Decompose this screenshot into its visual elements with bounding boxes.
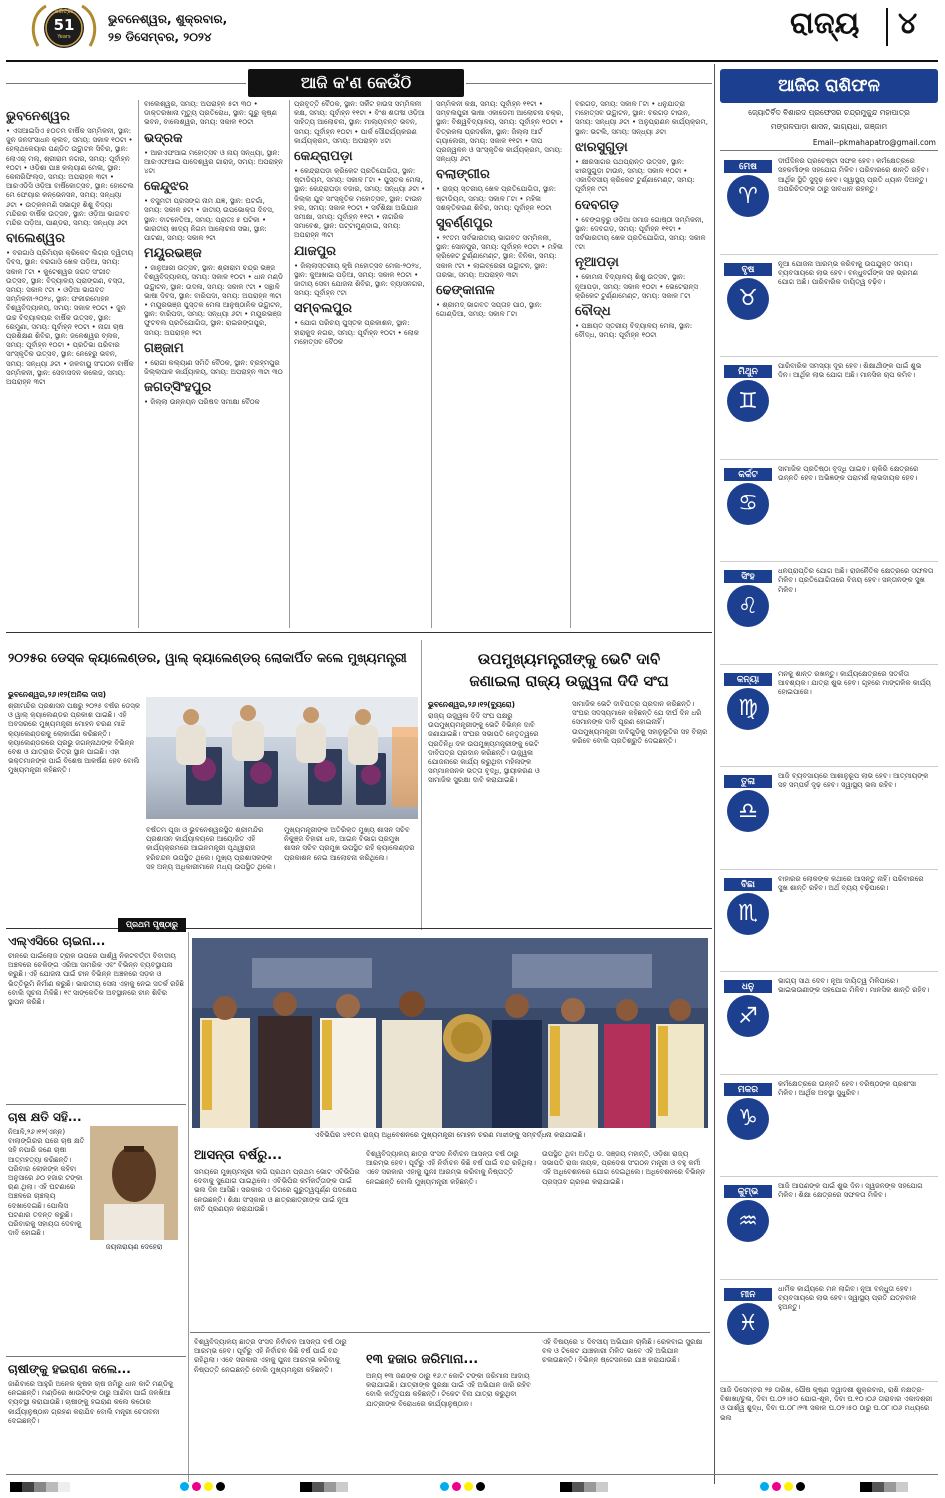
- dateline: ଭୁବନେଶ୍ୱର, ଶୁକ୍ରବାର,: [108, 12, 228, 26]
- zodiac-badge: [724, 673, 772, 729]
- astrologer-email: Email--pkmahapatro@gmail.com: [812, 138, 936, 147]
- zodiac-symbol-icon: ♎: [727, 790, 769, 832]
- zodiac-name: କନ୍ୟା: [724, 673, 772, 686]
- zodiac-prediction: ଧାର୍ମିକ କାର୍ଯ୍ୟରେ ମନ ଲାଗିବ। ନୂଆ ବନ୍ଧୁତା ହେବ। ବ୍ୟବସାୟରେ ଲାଭ ହେବ। ସ୍ୱାସ୍ଥ୍ୟ ପ୍ରତି ଯତ୍ନବାନ ହୁଅନ୍ତୁ।: [778, 1284, 917, 1312]
- masthead: [0, 0, 945, 58]
- zodiac-prediction: ଧନପ୍ରାପ୍ତିର ଯୋଗ ଅଛି। ରାଜନୈତିକ କ୍ଷେତ୍ରରେ ସଫଳତା ମିଳିବ। ପ୍ରତିଯୋଗିତାରେ ବିଜୟ ହେବ। ସନ୍ତାନଙ୍କ ସୁଖ ମିଳିବ।: [778, 567, 934, 594]
- registration-marks: [180, 1482, 225, 1492]
- ujjwala-body-2: ସାମାଜିକ ଭେଟି ଦାବିପତ୍ର ପ୍ରଦାନ କରିଛନ୍ତି। ସଂଘର ସଦସ୍ୟମାନେ କହିଛନ୍ତି ଯେ ଦୀର୍ଘ ଦିନ ଧରି ସେମାନଙ୍କ ଦାବି ପୂରଣ ହୋଇନାହିଁ। ଉପମୁଖ୍ୟମନ୍ତ୍ରୀ ଦାବିଗୁଡ଼ିକୁ ସହାନୁଭୂତିର ସହ ବିଚାର କରିବେ ବୋଲି ପ୍ରତିଶ୍ରୁତି ଦେଇଛନ୍ତି।: [572, 700, 708, 745]
- zodiac-symbol-icon: ♏: [727, 893, 769, 935]
- district-events: • ଆରଏଫଆଇ ମହୋତ୍ସବ ଓ ନାୟ ସନ୍ଧ୍ୟା, ସ୍ଥାନ: ଆରଏଫଆଇ ପାଦେଶ୍ୱର ଗାରାଜ୍, ସମୟ: ଅପରାହ୍ନ ୪ଟା: [144, 148, 283, 176]
- events-banner: [248, 69, 464, 97]
- col-divider: [431, 100, 432, 628]
- zodiac-row: [720, 667, 938, 768]
- cm-story-body-3: ମୁଖ୍ୟମନ୍ତ୍ରୀଙ୍କ ଅତିରିକ୍ତ ମୁଖ୍ୟ ଶାସନ ସଚିବ ନିକୁଞ୍ଜ ବିହାରୀ ଧଳ, ଆଇନ ବିଭାଗ ପ୍ରମୁଖ ଶାସନ ସଚିବ ପ୍ରମୁଖ ଉପସ୍ଥିତ ରହି କ୍ୟାଲେଣ୍ଡର ପ୍ରକାଶନ ନେଇ ଆଲୋଚନା କରିଥିଲେ।: [284, 826, 415, 862]
- district-events: • ଯୋଗ ପରିଚୟ ପୁସ୍ତକ ପ୍ରକାଶନ, ସ୍ଥାନ: ହୀରାକୁଦ ନଗର, ସମୟ: ପୂର୍ବାହ୍ନ ୧୦ଟା • ଲୋକ ମହୋତ୍ସବ ବୈଠକ: [294, 319, 419, 346]
- registration-marks: [760, 1482, 805, 1492]
- color-bar: [10, 1482, 70, 1492]
- abvp-body-2: ବିଶ୍ୱବିଦ୍ୟାଳୟ ଛାତ୍ର ସଂସଦ ନିର୍ବାଚନ ଆସନ୍ତା ବର୍ଷ ଠାରୁ ଆରମ୍ଭ ହେବ। ପୂର୍ବରୁ ଏହି ନିର୍ବାଚନ କିଛି ବର୍ଷ ପାଇଁ ବନ୍ଦ ରହିଥିଲା। ଏବେ ସରକାର ଏହାକୁ ପୁନଃ ଆରମ୍ଭ କରିବାକୁ ନିଷ୍ପତ୍ତି ନେଇଛନ୍ତି ବୋଲି ମୁଖ୍ୟମନ୍ତ୍ରୀ କହିଛନ୍ତି।: [366, 1150, 536, 1186]
- district-events: • ଜିଲ୍ଲାସ୍ତରୀୟ କୃଷି ମହୋତ୍ସବ ମେଳା-୨୦୨୪, ସ୍ଥାନ: କୁଆଖାଇ ପଡ଼ିଆ, ସମୟ: ସକାଳ ୧୦ଟା • ଜାତୀୟ ସେବା ଯୋଜନା ଶିବିର, ସ୍ଥାନ: ବ୍ୟାସନଗର, ସମୟ: ପୂର୍ବାହ୍ନ ୯ଟା: [294, 261, 425, 298]
- zodiac-row: [720, 872, 938, 973]
- zodiac-prediction: ପାରିବାରିକ ସମସ୍ୟା ଦୂର ହେବ। ଶିକ୍ଷାର୍ଥୀଙ୍କ ପାଇଁ ଶୁଭ ଦିନ। ଆର୍ଥିକ ଲାଭ ଯୋଗ ଅଛି। ମାନସିକ ଚାପ କମିବ।: [778, 362, 922, 380]
- zodiac-row: [720, 769, 938, 870]
- cm-story-body-2: ବର୍ଷତମ ପୂଜା ଓ ଭୁବନେଶ୍ୱରସ୍ଥିତ ଶ୍ରୀମନ୍ଦିର ପ୍ରଶାସନ କାର୍ଯ୍ୟାଳୟରେ ଆୟୋଜିତ ଏହି କାର୍ଯ୍ୟକ୍ରମରେ ଆଇନମନ୍ତ୍ରୀ ପୃଥ୍ୱୀରାଜ ହରିଚନ୍ଦନ ଉପସ୍ଥିତ ଥିଲେ। ମୁଖ୍ୟ ପ୍ରଶାସକଙ୍କ ସହ ଅନ୍ୟ ଅଧିକାରୀମାନେ ମଧ୍ୟ ଉପସ୍ଥିତ ଥିଲେ।: [146, 826, 276, 871]
- district-heading: ଭଦ୍ରକ: [144, 130, 183, 146]
- zodiac-prediction: ଭାଗ୍ୟ ସାଥ ଦେବ। ନୂଆ ଦାୟିତ୍ୱ ମିଳିପାରେ। ଭାଇଭଉଣୀଙ୍କ ସହଯୋଗ ମିଳିବ। ମାନସିକ ଶାନ୍ତି ରହିବ।: [778, 977, 930, 995]
- district-events: • ଏସଆଇସିଏ ୫୦ତମ ବାର୍ଷିକ ସମ୍ମିଳନୀ, ସ୍ଥାନ: ଜୁନ ଜନସଂସାଧନ କ୍ଲବ, ସମୟ: ସକାଳ ୧୦ଟା • ହେଲ୍ଥକେୟାର ପଣ୍ଡିତ ଉଦ୍ଘାଟନ ସିବିର, ସ୍ଥାନ: ଲୋଏର୍ ମଲ୍, ଶ୍ରୀରାମ ନଗର, ସମୟ: ପୂର୍ବାହ୍ନ ୧୦ଟା • ଓଡ଼ିଶା ପାଞ୍ଚ କଲ୍ୟାଣ ମେଳା, ସ୍ଥାନ: କେନାରିଫିଲ୍ଡ, ସମୟ: ଅପରାହ୍ନ ୩ଟା • ଆରଏଡିସି ଓଡ଼ିଆ ବାର୍ଷିକୋତ୍ସବ, ସ୍ଥାନ: ହୋଟେଲ ମେ ଫେୟାର କନ୍‌ଭେନସନ, ସମୟ: ସନ୍ଧ୍ୟା ୬ଟା • ଉତ୍କଳମଣି ସଭାଗୃହ ଶିଶୁ ବିଦ୍ୟା ମନ୍ଦିରର ବାର୍ଷିକ ଉତ୍ସବ, ସ୍ଥାନ: ଓଡ଼ିଆ ଭାଗବତ ମନ୍ଦିର ପଡ଼ିଆ, ପାଣ୍ଡରା, ସମୟ: ସନ୍ଧ୍ୟା ୬ଟା: [6, 127, 134, 228]
- district-events: • କ୍ଷୀରସାଗର ପଥପ୍ରାନ୍ତ ଉତ୍ସବ, ସ୍ଥାନ: ଝାରସୁଗୁଡ଼ା ଟାଉନ, ସମୟ: ସକାଳ ୧୦ଟା • ଏକାଦିବସୀୟ କ୍ରିକେଟ ଟୁର୍ଣ୍ଣାମେଣ୍ଟ, ସମୟ: ପୂର୍ବାହ୍ନ ୯ଟା: [575, 157, 695, 194]
- zodiac-prediction: କର୍ମକ୍ଷେତ୍ରରେ ଉନ୍ନତି ହେବ। ବରିଷ୍ଠଙ୍କ ପ୍ରଶଂସା ମିଳିବ। ଆର୍ଥିକ ଅବସ୍ଥା ସୁଧୁରିବ।: [778, 1079, 917, 1097]
- zodiac-symbol-icon: ♉: [727, 278, 769, 320]
- abvp-headline: ଆସନ୍ତା ବର୍ଷରୁ...: [194, 1148, 283, 1163]
- events-column-1: [6, 106, 134, 628]
- issue-date: ୨୭ ଡିସେମ୍ବର, ୨୦୨୪: [108, 30, 212, 44]
- ujjwala-headline-2: ଜଣାଇଲା ରାଜ୍ୟ ଉଜ୍ଜ୍ୱଳା ଦିଦି ସଂଘ: [469, 672, 669, 690]
- abvp-body-3: ଉପସ୍ଥିତ ଥିବା ଅତିଥି ଡ. ସଞ୍ଜୟ ମହାନ୍ତି, ଓଡ଼ିଶା ରାଜ୍ୟ ସଭାପତି ରାଜା ନାୟକ, ପ୍ରଦେଶ ସଂଗଠନ ମନ୍ତ୍ରୀ ଓ ବହୁ କର୍ମୀ ଏହି ଅଧିବେଶନରେ ଯୋଗ ଦେଇଥିଲେ। ଅଧିବେଶନରେ ବିଭିନ୍ନ ପ୍ରସ୍ତାବ ଗ୍ରହଣ କରାଯାଇଛି।: [542, 1150, 706, 1186]
- rashifal-rule: [720, 150, 938, 151]
- story-divider: [421, 640, 422, 930]
- district-events: • ରାଜ୍ୟ ସ୍ତରୀୟ ଖେଳ ପ୍ରତିଯୋଗିତା, ସ୍ଥାନ: ଷ୍ଟାଡିୟମ, ସମୟ: ସକାଳ ୮ଟା • ମହିଳା ସଶକ୍ତିକରଣ ଶିବିର, ସମୟ: ପୂର୍ବାହ୍ନ ୧୦ଟା: [436, 185, 557, 212]
- col-divider: [289, 100, 290, 628]
- district-events: • ବସୁମତୀ ପ୍ରସଙ୍ଗ ନାମ ଯଜ୍ଞ, ସ୍ଥାନ: ଘଟଗାଁ, ସମୟ: ସକାଳ ୭ଟା • ଜାତୀୟ ଉପଭୋକ୍ତା ଦିବସ, ସ୍ଥାନ: ବାଟନେତିଆ, ସମୟ: ପ୍ରାତଃ ୫ ଘଟିକା • ଭାରତୀୟ ଖାଦ୍ୟ ନିଗମ ଆଲୋଚନା ସଭା, ସ୍ଥାନ: ପାଟଣା, ସମୟ: ସକାଳ ୨ଟା: [144, 197, 275, 243]
- lac-rule: [6, 1104, 186, 1105]
- col-divider: [570, 100, 571, 628]
- district-events: • ବେଙ୍ଗଳୁରୁ ଓଡ଼ିଆ ସମାଜ ଗୋଷ୍ଠୀ ସମ୍ମିଳନୀ, ସ୍ଥାନ: ଦେବଗଡ଼, ସମୟ: ପୂର୍ବାହ୍ନ ୧୧ଟା • ସର୍ବଭାରତୀୟ ଖେଳ ପ୍ରତିଯୋଗିତା, ସମୟ: ସକାଳ ୯ଟା: [575, 215, 706, 252]
- zodiac-name: ମିଥୁନ: [724, 365, 772, 378]
- zodiac-name: ବିଛା: [724, 878, 772, 891]
- district-heading: ଯାଜପୁର: [294, 243, 337, 259]
- zodiac-name: କର୍କଟ: [724, 468, 772, 481]
- zodiac-symbol-icon: ♌: [727, 585, 769, 627]
- zodiac-badge: [724, 980, 772, 1036]
- district-heading: ନୂଆପଡ଼ା: [575, 255, 619, 271]
- rashifal-divider: [714, 64, 715, 1484]
- header-divider: [886, 8, 888, 46]
- col-divider: [138, 100, 139, 628]
- badge-top: ଧରିତ୍ରୀ: [54, 8, 74, 15]
- bottom-rule: [6, 1474, 938, 1475]
- events-banner-label: ଆଜି କ'ଣ କେଉଁଠି: [300, 73, 412, 92]
- cm-story-headline: ୨୦୨୫ର ଡେସ୍କ କ୍ୟାଲେଣ୍ଡର, ୱାଲ୍ କ୍ୟାଲେଣ୍ଡର୍ ଲୋକାର୍ପିତ କଲେ ମୁଖ୍ୟମନ୍ତ୍ରୀ: [8, 650, 407, 665]
- zodiac-symbol-icon: ♈: [727, 175, 769, 217]
- zodiac-prediction: ଦୀର୍ଘଦିନର ପ୍ରଚେଷ୍ଟା ସଫଳ ହେବ। କର୍ମକ୍ଷେତ୍ରରେ ସହକର୍ମୀଙ୍କ ସହଯୋଗ ମିଳିବ। ପରିବାରରେ ଶାନ୍ତି ରହିବ। ଆର୍ଥିକ ସ୍ଥିତି ସୁଦୃଢ଼ ହେବ। ସ୍ୱାସ୍ଥ୍ୟ ପ୍ରତି ଧ୍ୟାନ ଦିଅନ୍ତୁ। ଅପରିଚିତଙ୍କ ଠାରୁ ସାବଧାନ ରହନ୍ତୁ।: [778, 157, 929, 194]
- district-events: ସମ୍ମିଳନୀ କକ୍ଷ, ସମୟ: ପୂର୍ବାହ୍ନ ୧୧ଟା • ସମ୍ବଲପୁରୀ ଭାଷା ଏକାଡେମୀ ଆଲୋଚନା ଚକ୍ର, ସ୍ଥାନ: ବିଶ୍ୱବିଦ୍ୟାଳୟ, ସମୟ: ପୂର୍ବାହ୍ନ ୧୦ଟା • ଚିତ୍ରକଳା ପ୍ରଦର୍ଶନୀ, ସ୍ଥାନ: ଜିଲ୍ଲା ଆର୍ଟ ଗ୍ୟାଲେରୀ, ସମୟ: ସକାଳ ୧୧ଟା • ଦୀପ ପ୍ରଜ୍ୱଳନ ଓ ସାଂସ୍କୃତିକ କାର୍ଯ୍ୟକ୍ରମ, ସମୟ: ସନ୍ଧ୍ୟା ୬ଟା: [436, 100, 564, 164]
- zodiac-badge: [724, 570, 772, 626]
- mid-rule: [6, 632, 712, 633]
- zodiac-badge: [724, 775, 772, 831]
- zodiac-symbol-icon: ♊: [727, 380, 769, 422]
- zodiac-row: [720, 564, 938, 665]
- zodiac-symbol-icon: ♑: [727, 1098, 769, 1140]
- district-events: • ଶ୍ରୀମଦ୍ ଭାଗବତ ସପ୍ତାହ ପାଠ, ସ୍ଥାନ: ଗୋଣ୍ଡିଆ, ସମୟ: ସକାଳ ୮ଟା: [436, 301, 543, 319]
- zodiac-symbol-icon: ♓: [727, 1303, 769, 1345]
- cm-story-body: ଶ୍ରୀମନ୍ଦିର ପ୍ରଶାସନ ପକ୍ଷରୁ ୨୦୨୫ ବର୍ଷର ଡେସ୍କ ଓ ୱାଲ୍ କ୍ୟାଲେଣ୍ଡର ପ୍ରକାଶ ପାଇଛି। ଏହି ଅବସରରେ ମୁଖ୍ୟମନ୍ତ୍ରୀ ମୋହନ ଚରଣ ମାଝି କ୍ୟାଲେଣ୍ଡରକୁ ଲୋକାର୍ପଣ କରିଛନ୍ତି। କ୍ୟାଲେଣ୍ଡରରେ ପ୍ରଭୁ ଜଗନ୍ନାଥଙ୍କ ବିଭିନ୍ନ ବେଶ ଓ ଯାତ୍ରାର ଚିତ୍ର ସ୍ଥାନ ପାଇଛି। ଏହା ଭକ୍ତମାନଙ୍କ ପାଇଁ ବିଶେଷ ଆକର୍ଷଣ ହେବ ବୋଲି ମୁଖ୍ୟମନ୍ତ୍ରୀ କହିଛନ୍ତି।: [8, 702, 140, 775]
- rashifal-banner: [720, 69, 938, 103]
- zodiac-name: ମୀନ: [724, 1288, 772, 1301]
- district-events: • ବରଗାଓଁ ପ୍ରିମିୟର କ୍ରିକେଟ ଲିଗ୍‌ର ଦ୍ୱିତୀୟ ଦିବସ, ସ୍ଥାନ: ବରଗାଓଁ ଖେଳ ପଡ଼ିଆ, ସମୟ: ସକାଳ ୮ଟା • କୁଟେଶ୍ୱର ଜଗତ ସଂଗୀତ ଉତ୍ସବ, ସ୍ଥାନ: ବିଦ୍ୟାଳୟ ପ୍ରାଙ୍ଗଣ, ବସ୍ତା, ସମୟ: ସକାଳ ୯ଟା • ଓଡ଼ିଆ ଭାଗବତ ସମ୍ମିଳନୀ-୨୦୨୪, ସ୍ଥାନ: ଫକୀରମୋହନ ବିଶ୍ୱବିଦ୍ୟାଳୟ, ସମୟ: ସକାଳ ୧୦ଟା • ଜୁନ ଉଚ୍ଚ ବିଦ୍ୟାଳୟର ବାର୍ଷିକ ଉତ୍ସବ, ସ୍ଥାନ: ରେମୁଣା, ସମୟ: ପୂର୍ବାହ୍ନ ୧୦ଟା • ନାଗା ଚାଷ ପ୍ରଶିକ୍ଷଣ ଶିବିର, ସ୍ଥାନ: ଜଳେଶ୍ୱର ବ୍ଲକ, ସମୟ: ପୂର୍ବାହ୍ନ ୧୦ଟା • ପ୍ରତିଭା ପରିବାର ସାଂସ୍କୃତିକ ଉତ୍ସବ, ସ୍ଥାନ: ନେହେରୁ ଭବନ, ସମୟ: ସନ୍ଧ୍ୟା ୬ଟା • ଜଳବାୟୁ ସଂଗଠନ ବାର୍ଷିକ ସମ୍ମିଳନୀ, ସ୍ଥାନ: ସେବାସଦନ କଲେଜ, ସମୟ: ଅପରାହ୍ନ ୩ଟା: [6, 249, 134, 387]
- zodiac-row: [720, 1077, 938, 1178]
- zodiac-symbol-icon: ♋: [727, 483, 769, 525]
- main-photo-caption: ଏବିଭିପିର ୪୧ତମ ରାଜ୍ୟ ଅଧିବେଶନରେ ମୁଖ୍ୟମନ୍ତ୍ରୀ ମୋହନ ଚରଣ ମାଝୀଙ୍କୁ ସମ୍ବର୍ଦ୍ଧନା କରାଯାଇଛି।: [314, 1131, 586, 1139]
- cm-story-dateline: ଭୁବନେଶ୍ୱର,୨୬।୧୨(ଅନିଲ ଦାସ): [8, 690, 107, 699]
- zodiac-row: [720, 359, 938, 460]
- header-rule: [6, 60, 938, 62]
- astrologer-location: ମଙ୍ଗଳପାଡ଼ା ଶାସନ, ଭାଗ୍ୟଧା, ଗଞ୍ଜାମ: [770, 122, 888, 131]
- cm-calendar-photo: [146, 697, 418, 819]
- zodiac-badge: [724, 468, 772, 524]
- district-heading: କେନ୍ଦୁଝର: [144, 179, 189, 195]
- district-events: • ଜାନୁଆରୀ ଉତ୍ସବ, ସ୍ଥାନ: ଶ୍ରୀରାମ ଚନ୍ଦ୍ର ଭଞ୍ଜ ବିଶ୍ୱବିଦ୍ୟାଳୟ, ସମୟ: ସକାଳ ୧୦ଟା • ଧାନ ମଣ୍ଡି ଉଦ୍ଘାଟନ, ସ୍ଥାନ: ଉଦଳା, ସମୟ: ସକାଳ ୯ଟା • ସନ୍ଥାଳି ଭାଷା ଦିବସ, ସ୍ଥାନ: ବାରିପଦା, ସମୟ: ଅପରାହ୍ନ ୩ଟା • ମୟୂରଭଞ୍ଜ ପୁସ୍ତକ ମେଳା ଆନୁଷ୍ଠାନିକ ଉଦ୍ଘାଟନ, ସ୍ଥାନ: ବାରିପଦା, ସମୟ: ସନ୍ଧ୍ୟା ୬ଟା • ମୟୂରଭଞ୍ଜ ଫୁଟବଲ ପ୍ରତିଯୋଗିତା, ସ୍ଥାନ: ରାଇରଙ୍ଗପୁର, ସମୟ: ଅପରାହ୍ନ ୨ଟା: [144, 264, 284, 337]
- events-column-3: [294, 100, 426, 628]
- district-heading: ମୟୂରଭଞ୍ଜ: [144, 246, 202, 262]
- zodiac-row: [720, 1179, 938, 1280]
- district-heading: ଝାରସୁଗୁଡ଼ା: [575, 139, 628, 155]
- astrologer-name: ଜ୍ୟୋତିର୍ବିଦ ବିଶାରଦ ପ୍ରଫେସର ଚନ୍ଦ୍ରମୁକୁନ୍ଦ ମହାପାତ୍ର: [748, 108, 910, 117]
- district-heading: ଦେବଗଡ଼: [575, 197, 619, 213]
- lac-headline: ଏଲ୍‌ଏସିରେ ଚାଇନା...: [8, 934, 106, 948]
- zodiac-badge: [724, 1083, 772, 1139]
- district-events: • ପଞ୍ଚାୟତ ସ୍ତରୀୟ ବିଦ୍ୟାଳୟ ମେଳା, ସ୍ଥାନ: ବୌଦ୍ଧ, ସମୟ: ପୂର୍ବାହ୍ନ ୧୦ଟା: [575, 322, 693, 340]
- zodiac-name: ଧନୁ: [724, 980, 772, 993]
- zodiac-row: [720, 1282, 938, 1383]
- color-bar: [560, 1482, 608, 1492]
- zodiac-name: ବୃଷ: [724, 263, 772, 276]
- district-heading: ବଲାଙ୍ଗୀର: [436, 167, 490, 183]
- zodiac-badge: [724, 878, 772, 934]
- zodiac-name: ମକର: [724, 1083, 772, 1096]
- rashifal-banner-label: ଆଜିର ରାଶିଫଳ: [778, 76, 880, 96]
- color-bar: [300, 1482, 348, 1492]
- district-heading: ଜଗତ୍‌ସିଂହପୁର: [144, 380, 212, 396]
- events-column-2: [144, 100, 284, 628]
- color-bar: [860, 1482, 908, 1492]
- banner-line-right: [466, 83, 712, 84]
- ujjwala-headline-1: ଉପମୁଖ୍ୟମନ୍ତ୍ରୀଙ୍କୁ ଭେଟି ଦାବି: [477, 650, 661, 668]
- zodiac-prediction: ନୂଆ ଯୋଜନା ଆରମ୍ଭ କରିବାକୁ ଉପଯୁକ୍ତ ସମୟ। ବ୍ୟବସାୟରେ ଲାଭ ହେବ। ବନ୍ଧୁବର୍ଗଙ୍କ ସହ ଭ୍ରମଣ ଯୋଗ ଅଛି। ପାରିବାରିକ ଦାୟିତ୍ୱ ବଢ଼ିବ।: [778, 259, 918, 287]
- registration-marks: [440, 1482, 485, 1492]
- events-column-4: [436, 100, 566, 628]
- badge-number: 51: [53, 16, 75, 34]
- lower-rule: [6, 928, 712, 929]
- farmer-rule: [6, 1356, 186, 1357]
- farmer-photo-caption: ଜୟନାରାୟଣ ଦେହେରା: [105, 1243, 163, 1251]
- scheme-headline: ଚାଷୀଙ୍କୁ ହଇରାଣ କଲେ...: [8, 1362, 131, 1376]
- district-events: ପ୍ରବୃତ୍ତି ବୈଠକ, ସ୍ଥାନ: ସର୍କିଟ ହାଉସ ସମ୍ମିଳନୀ କକ୍ଷ, ସମୟ: ପୂର୍ବାହ୍ନ ୧୧ଟା • ବିଂଶ ଶତାବ୍ଦୀ ଓଡ଼ିଆ ସାହିତ୍ୟ ଆଲୋଚନା, ସ୍ଥାନ: ମାଲ୍ୟବନ୍ତ ଭବନ, ସମୟ: ପୂର୍ବାହ୍ନ ୧୦ଟା • ପାର୍କ ସୌନ୍ଦର୍ଯ୍ୟକରଣ କାର୍ଯ୍ୟକ୍ରମ, ସମୟ: ଅପରାହ୍ନ ୪ଟା: [294, 100, 425, 145]
- lac-body: ଚୀନରେ ପାଇଁଲୋଜ ଟ୍ରାକ ଉପରେ ପାର୍ଶ୍ୱ ନିକଟବର୍ତ୍ତୀ ବିବାଦୀୟ ଅଞ୍ଚଳରେ ଚେକିଙ୍ଗ ଏରିଆ ସାମରିକ ଏବଂ ବିଭିନ୍ନ ବ୍ୟବସ୍ଥାପନା କରୁଛି। ଏହି ଯୋଜନା ପାଇଁ ଚୀନ ବିଭିନ୍ନ ଅଞ୍ଚଳରେ ସଡ଼କ ଓ ଭିତ୍ତିଭୂମି ନିର୍ମାଣ କରୁଛି। ଭାରତୀୟ ସେନା ଏହାକୁ ନେଇ ସତର୍କ ରହିଛି ବୋଲି ସୂଚନା ମିଳିଛି। ୧୯ ସାଙ୍କେତିକ ଅବସ୍ଥାନରେ ଚୀନ ଶିବିର ସ୍ଥାପନ କରିଛି।: [8, 952, 184, 1007]
- ujjwala-body: ରାଜ୍ୟ ଉଜ୍ଜ୍ୱଳା ଦିଦି ସଂଘ ପକ୍ଷରୁ ଉପମୁଖ୍ୟମନ୍ତ୍ରୀଙ୍କୁ ଭେଟି ବିଭିନ୍ନ ଦାବି ଜଣାଯାଇଛି। ସଂଘର ସଭାପତି ନେତୃତ୍ୱରେ ପ୍ରତିନିଧି ଦଳ ଉପମୁଖ୍ୟମନ୍ତ୍ରୀଙ୍କୁ ଭେଟି ଦାବିପତ୍ର ପ୍ରଦାନ କରିଛନ୍ତି। ଉଜ୍ଜ୍ୱଳା ଯୋଜନାରେ କାର୍ଯ୍ୟ କରୁଥିବା ମହିଳାଙ୍କ ସମ୍ମାନଜନକ ଭତ୍ତା ବୃଦ୍ଧି, ସ୍ଥାୟୀକରଣ ଓ ସାମାଜିକ ସୁରକ୍ଷା ଦାବି କରାଯାଇଛି।: [428, 712, 540, 785]
- abvp-body-1: ସମୟରେ ମୁଖ୍ୟମନ୍ତ୍ରୀ ଲାଗି ପ୍ରଥମ ପ୍ରଥମ ଭୋଟ ଏବିଭିପିର ଦେବାକୁ ସୁଯୋଗ ପାଇଥିଲେ। ଏବିଭିପିର କର୍ମକର୍ତ୍ତାଙ୍କ ପାଇଁ ଭଲ ଦିନ ଆସିଛି। ସରକାର ଏ ଦିଗରେ ଗୁରୁତ୍ୱପୂର୍ଣ୍ଣ ପଦକ୍ଷେପ ନେଉଛନ୍ତି। ଶିକ୍ଷା ସଂସ୍କାର ଓ ଛାତ୍ରଛାତ୍ରୀଙ୍କ ପାଇଁ ନୂଆ ନୀତି ପ୍ରଣୟନ କରାଯାଉଛି।: [194, 1168, 360, 1213]
- panjika-footer: ଆଜି ଡିସେମ୍ବର ୨୭ ତାରିଖ, ପୌଷ କୃଷ୍ଣ ଦ୍ୱାଦଶୀ ଶୁକ୍ରବାର, ରାଶି ନକ୍ଷତ୍ର-ବିଶାଖା/ଚୁଳା, ଦିବା ଘ.୦୨।୫୦ ଯୋଗ-ଶୂଳ, ଦିବା ଘ.୧୦।୦୬ ତାରାବାର ଏକାଦଶ୍ରୀ ଓ ପାର୍ଶ୍ୱ ଶୁଦ୍ଧ, ଦିବା ଘ.୦୮।୨୩ ସକାଳ ଘ.୦୨।୫୦ ଠାରୁ ଘ.୦୮।୦୬ ମଧ୍ୟରେ ଭଲ: [720, 1386, 933, 1422]
- zodiac-symbol-icon: ♍: [727, 688, 769, 730]
- story-divider: [188, 932, 189, 1482]
- zodiac-badge: [724, 160, 772, 216]
- zodiac-row: [720, 462, 938, 563]
- district-heading: ଢେଙ୍କାନାଳ: [436, 283, 495, 299]
- prathama-tag-label: ପ୍ରଥମ ପୃଷ୍ଠାରୁ: [126, 920, 178, 929]
- ujjwala-dateline: ଭୁବନେଶ୍ୱର,୨୬।୧୨(ବ୍ୟୁରୋ): [428, 700, 516, 709]
- zodiac-name: କୁମ୍ଭ: [724, 1185, 772, 1198]
- events-column-5: [575, 100, 710, 628]
- scheme-body: ଜାଣିବାରେ ଆହୁରି ଅନେକ କୃଷକ ଚାଷ ଜମିରୁ ଧାନ କାଟି ମଣ୍ଡିକୁ ନେଇଛନ୍ତି। ମଣ୍ଡିରେ ଖାଉଟିଙ୍କ ଠାରୁ ଆଣିବା ପାଇଁ ଜଳଖିଆ ବ୍ୟବସ୍ଥା କରାଯାଉଛି। ଚାଷୀଙ୍କୁ ହଇରାଣ କଲେ କଠୋର କାର୍ଯ୍ୟାନୁଷ୍ଠାନ ଗ୍ରହଣ କରାଯିବ ବୋଲି ମନ୍ତ୍ରୀ ଚେତାବନୀ ଦେଇଛନ୍ତି।: [8, 1380, 174, 1425]
- district-heading: ବୌଦ୍ଧ: [575, 304, 611, 320]
- badge-sub: Years: [57, 34, 71, 40]
- zodiac-name: ତୁଳା: [724, 775, 772, 788]
- district-heading: ବାଲେଶ୍ୱର: [6, 231, 65, 247]
- penalty-headline: ୧୩ ହଜାର ଜରିମାନା...: [366, 1352, 479, 1367]
- zodiac-symbol-icon: ♐: [727, 995, 769, 1037]
- penalty-body-1: ଅନ୍ୟ ୧୩ ଜଣଙ୍କ ଠାରୁ ୧୬.୯ କୋଟି ଟଙ୍କା ଜରିମାନା ଆଦାୟ କରାଯାଇଛି। ଯାତ୍ରୀଙ୍କ ସୁରକ୍ଷା ପାଇଁ ଏହି ଅଭିଯାନ ଜାରି ରହିବ ବୋଲି କର୍ତ୍ତୃପକ୍ଷ କହିଛନ୍ତି। ଟିକେଟ ବିନା ଯାତ୍ରା କରୁଥିବା ଯାତ୍ରୀଙ୍କ ବିରୋଧରେ କାର୍ଯ୍ୟାନୁଷ୍ଠାନ।: [366, 1372, 531, 1408]
- prathama-tag: [118, 918, 186, 932]
- zodiac-symbol-icon: ♒: [727, 1200, 769, 1242]
- district-heading: ସମ୍ବଲପୁର: [294, 301, 352, 317]
- district-heading: ଗଞ୍ଜାମ: [144, 340, 184, 356]
- farmer-headline: ଚାଷ କ୍ଷତି ସହି...: [8, 1110, 82, 1124]
- zodiac-row: [720, 154, 938, 255]
- zodiac-row: [720, 974, 938, 1075]
- section-title: ରାଜ୍ୟ: [790, 6, 860, 41]
- zodiac-name: ମେଷ: [724, 160, 772, 173]
- abvp-main-photo: [192, 938, 708, 1128]
- zodiac-prediction: ଆଜି ବ୍ୟବସାୟରେ ଆଶାନୁରୂପ ଲାଭ ହେବ। ଆତ୍ମୀୟଙ୍କ ସହ ସମ୍ପର୍କ ଦୃଢ଼ ହେବ। ସ୍ୱାସ୍ଥ୍ୟ ଭଲ ରହିବ।: [778, 772, 929, 790]
- zodiac-name: ସିଂହ: [724, 570, 772, 583]
- zodiac-badge: [724, 263, 772, 319]
- district-heading: ସୁବର୍ଣ୍ଣପୁର: [436, 216, 493, 232]
- abvp-rule: [190, 1332, 710, 1333]
- district-events: • ୨୯ତମ ସର୍ବଭାରତୀୟ ଭାଗବତ ସମ୍ମିଳନୀ, ସ୍ଥାନ: ସୋନପୁର, ସମୟ: ପୂର୍ବାହ୍ନ ୧୦ଟା • ମହିଳା କ୍ରିକେଟ ଟୁର୍ଣ୍ଣାମେଣ୍ଟ, ସ୍ଥାନ: ବିନିକା, ସମୟ: ସକାଳ ୯ଟା • ଲାଇବ୍ରେରୀ ଉଦ୍ଘାଟନ, ସ୍ଥାନ: ତାରଭା, ସମୟ: ଅପରାହ୍ନ ୩ଟା: [436, 234, 563, 279]
- zodiac-prediction: ଆଜି ଆପଣଙ୍କ ପାଇଁ ଶୁଭ ଦିନ। ସ୍ୱଜନଙ୍କ ସହଯୋଗ ମିଳିବ। ଶିକ୍ଷା କ୍ଷେତ୍ରରେ ସଫଳତା ମିଳିବ।: [778, 1182, 923, 1200]
- page-number: ୪: [898, 6, 918, 41]
- district-events: • ଜିଲ୍ଲା ଉନ୍ନୟନ ପରିଷଦ ସମୀକ୍ଷା ବୈଠକ: [144, 398, 260, 407]
- zodiac-prediction: ସାମାଜିକ ପ୍ରତିଷ୍ଠା ବୃଦ୍ଧି ପାଇବ। ଚାକିରି କ୍ଷେତ୍ରରେ ଉନ୍ନତି ହେବ। ଅଭିଜ୍ଞଙ୍କ ପରାମର୍ଶ ଲାଭଦାୟକ ହେବ।: [778, 464, 919, 482]
- district-events: • କେନ୍ଦ୍ରାପଡ଼ା କ୍ରିକେଟ ପ୍ରତିଯୋଗିତା, ସ୍ଥାନ: ଷ୍ଟାଡିୟମ, ସମୟ: ସକାଳ ୮ଟା • ପୁସ୍ତକ ମେଳା, ସ୍ଥାନ: କେନ୍ଦ୍ରାପଡ଼ା ବଜାର, ସମୟ: ସନ୍ଧ୍ୟା ୬ଟା • ଜିଲ୍ଲା ଯୁବ ସାଂସ୍କୃତିକ ମହୋତ୍ସବ, ସ୍ଥାନ: ଟାଉନ ହଲ, ସମୟ: ସକାଳ ୧୦ଟା • ସର୍ବଶିକ୍ଷା ଅଭିଯାନ ସମୀକ୍ଷା, ସମୟ: ପୂର୍ବାହ୍ନ ୧୧ଟା • ନାଗରିକ ସମାବେଶ, ସ୍ଥାନ: ପଟ୍ଟାମୁଣ୍ଡାଇ, ସମୟ: ଅପରାହ୍ନ ୩ଟା: [294, 167, 426, 240]
- zodiac-badge: [724, 1185, 772, 1241]
- zodiac-row: [720, 257, 938, 358]
- farmer-photo: [90, 1126, 178, 1240]
- zodiac-badge: [724, 365, 772, 421]
- district-events: • ରୋଗୀ କଲ୍ୟାଣ ସମିତି ବୈଠକ, ସ୍ଥାନ: ବ୍ରହ୍ମପୁର ଜିଲ୍ଲାପାଳ କାର୍ଯ୍ୟାଳୟ, ସମୟ: ଅପରାହ୍ନ ୩ଟା ୩୦: [144, 358, 283, 377]
- district-events: • କୋମନା ବିଦ୍ୟାଳୟ ଶିଶୁ ଉତ୍ସବ, ସ୍ଥାନ: ନୂଆପଡ଼ା, ସମୟ: ସକାଳ ୧୦ଟା • ଭେଟେରାନ୍ସ କ୍ରିକେଟ ଟୁର୍ଣ୍ଣାମେଣ୍ଟ, ସମୟ: ସକାଳ ୮ଟା: [575, 273, 698, 300]
- district-heading: କେନ୍ଦ୍ରାପଡ଼ା: [294, 149, 353, 165]
- zodiac-prediction: ବାହାରର ଲୋକଙ୍କ କଥାରେ ଆସନ୍ତୁ ନାହିଁ। ପରିବାରରେ ସୁଖ ଶାନ୍ତି ରହିବ। ଅର୍ଥ ବ୍ୟୟ ବଢ଼ିପାରେ।: [778, 874, 924, 892]
- banner-line-left: [6, 83, 246, 84]
- zodiac-badge: [724, 1288, 772, 1344]
- abvp-continued: ବିଶ୍ୱବିଦ୍ୟାଳୟ ଛାତ୍ର ସଂସଦ ନିର୍ବାଚନ ଆସନ୍ତା ବର୍ଷ ଠାରୁ ଆରମ୍ଭ ହେବ। ପୂର୍ବରୁ ଏହି ନିର୍ବାଚନ କିଛି ବର୍ଷ ପାଇଁ ବନ୍ଦ ରହିଥିଲା। ଏବେ ସରକାର ଏହାକୁ ପୁନଃ ଆରମ୍ଭ କରିବାକୁ ନିଷ୍ପତ୍ତି ନେଇଛନ୍ତି ବୋଲି ମୁଖ୍ୟମନ୍ତ୍ରୀ କହିଛନ୍ତି।: [194, 1338, 347, 1374]
- district-events: ବରଗଡ଼, ସମୟ: ସକାଳ ୮ଟା • ଧନୁଯାତ୍ରା ମହୋତ୍ସବ ଉଦ୍ଘାଟନ, ସ୍ଥାନ: ବରଗଡ଼ ଟାଉନ, ସମୟ: ସନ୍ଧ୍ୟା ୬ଟା • ଅନୁପ୍ରାଣନ କାର୍ଯ୍ୟକ୍ରମ, ସ୍ଥାନ: ଭଟଲି, ସମୟ: ସନ୍ଧ୍ୟା ୬ଟା: [575, 100, 708, 136]
- farmer-body: ନିଆଳି,୨୬।୧୨(ଏନ୍ନ) ବାଲାଙ୍ଗିରର ପରେ ଚାଷ କ୍ଷତି ସହି ନପାରି ଜଣେ ଚାଷୀ ଆତ୍ମହତ୍ୟା କରିଛନ୍ତି। ପରିବାର ଲୋକଙ୍କ କହିବା ଅନୁସାରେ ୬୦ ହଜାର ଟଙ୍କା ଋଣ ଥିଲା। ଏହି ଘଟଣାରେ ଅଞ୍ଚଳରେ ଚାଞ୍ଚଲ୍ୟ ଦେଖାଦେଇଛି। ପୋଲିସ ଘଟଣାର ତଦନ୍ତ କରୁଛି। ପରିବାରକୁ ସହାୟତା ଦେବାକୁ ଦାବି ହୋଇଛି।: [8, 1128, 85, 1238]
- district-events: ବାଲେଶ୍ୱର, ସମୟ: ଅପରାହ୍ନ ୫ଟା ୩୦ • ଡାକ୍ତରଖାନା ମୃତ୍ୟୁ ପ୍ରତିରୋଧ, ସ୍ଥାନ: ଗୁରୁ କୃଷ୍ଣ ଭବନ, ବାଲେଶ୍ୱର, ସମୟ: ସକାଳ ୧୦ଟା: [144, 100, 277, 127]
- zodiac-prediction: ମନକୁ ଶାନ୍ତ ରଖନ୍ତୁ। କାର୍ଯ୍ୟକ୍ଷେତ୍ରରେ ସତର୍କତା ଆବଶ୍ୟକ। ଯାତ୍ରା ଶୁଭ ହେବ। ଗୃହରେ ମାଙ୍ଗଳିକ କାର୍ଯ୍ୟ ହୋଇପାରେ।: [778, 669, 931, 697]
- district-heading: ଭୁବନେଶ୍ୱର: [6, 109, 70, 124]
- anniversary-badge: [28, 2, 100, 54]
- penalty-body-2: ଏହି ବିଷୟରେ ୪ ଦିବସୀୟ ଅଭିଯାନ ଚାଲିଛି। ରେଳବାଇ ସୁରକ୍ଷା ବଳ ଓ ଟିକେଟ ଯାଞ୍ଚକାରୀ ମିଳିତ ଭାବେ ଏହି ଅଭିଯାନ ଚଳାଉଛନ୍ତି। ବିଭିନ୍ନ ଷ୍ଟେସନରେ ଯାଞ୍ଚ କରାଯାଉଛି।: [542, 1338, 703, 1365]
